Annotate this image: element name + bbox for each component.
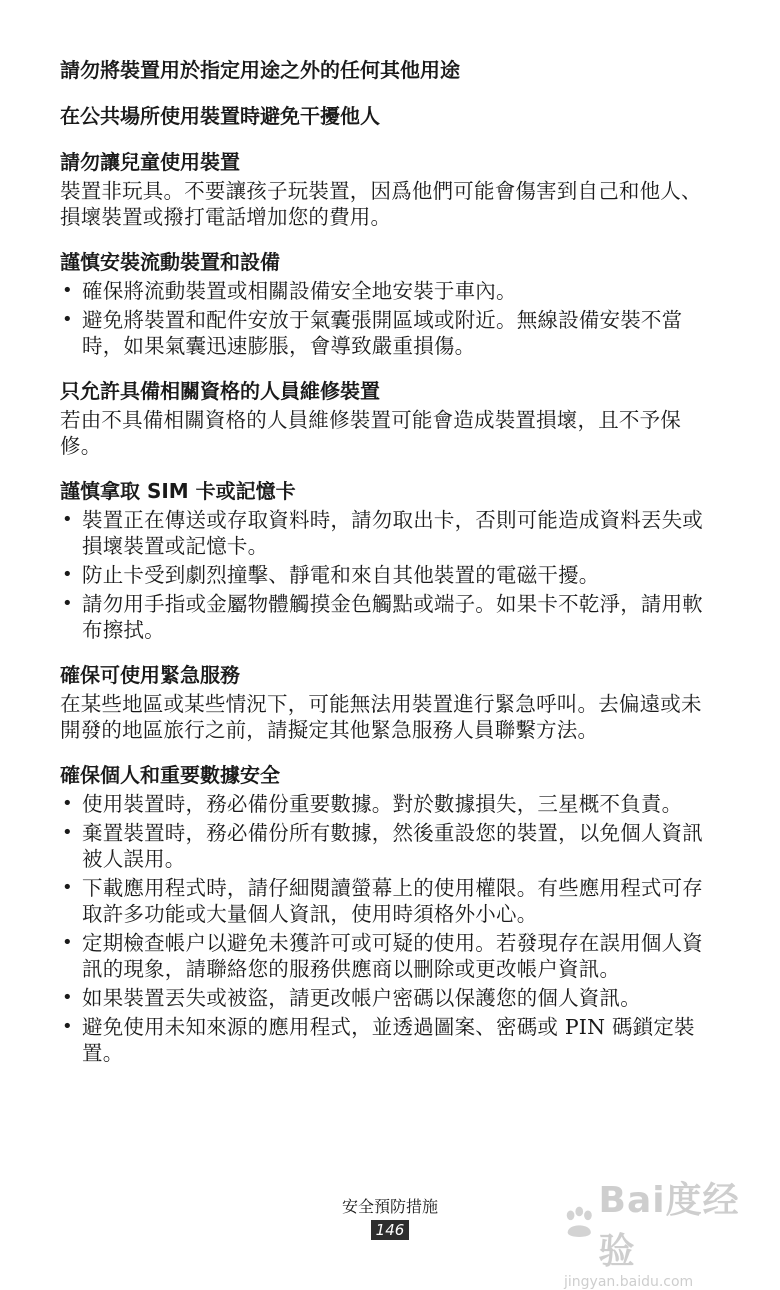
- section-heading: 謹慎拿取 SIM 卡或記憶卡: [60, 479, 296, 503]
- section-paragraph: 在某些地區或某些情況下，可能無法用裝置進行緊急呼叫。去偏遠或未開發的地區旅行之前，請擬定其他緊急服務人員聯繫方法。: [60, 692, 702, 742]
- list-item: • 避免使用未知來源的應用程式，並透過圖案、密碼或 PIN 碼鎖定裝置。: [60, 1014, 720, 1066]
- list-item: • 棄置裝置時，務必備份所有數據，然後重設您的裝置，以免個人資訊被人誤用。: [60, 820, 720, 872]
- list-item: • 確保將流動裝置或相關設備安全地安裝于車內。: [60, 278, 720, 304]
- document-body: [60, 56, 720, 1069]
- section-heading: 請勿將裝置用於指定用途之外的任何其他用途: [60, 58, 460, 82]
- section-heading: 確保個人和重要數據安全: [60, 763, 280, 787]
- footer-title: 安全預防措施: [341, 1197, 438, 1216]
- section-heading: 謹慎安裝流動裝置和設備: [60, 250, 280, 274]
- section-heading: 確保可使用緊急服務: [60, 663, 240, 687]
- list-item: • 避免將裝置和配件安放于氣囊張開區域或附近。無線設備安裝不當時，如果氣囊迅速膨脹，會導致嚴重損傷。: [60, 307, 720, 359]
- paw-icon: [560, 1203, 599, 1243]
- bullet-list: [60, 791, 720, 1066]
- list-item: • 定期檢查帳户以避免未獲許可或可疑的使用。若發現存在誤用個人資訊的現象，請聯絡您的服務供應商以刪除或更改帳户資訊。: [60, 930, 720, 982]
- watermark-url: jingyan.baidu.com: [564, 1274, 694, 1290]
- section-paragraph: 若由不具備相關資格的人員維修裝置可能會造成裝置損壞，且不予保修。: [60, 408, 681, 458]
- list-item: • 防止卡受到劇烈撞擊、靜電和來自其他裝置的電磁干擾。: [60, 562, 720, 588]
- page-number: 146: [371, 1220, 410, 1240]
- list-item: • 使用裝置時，務必備份重要數據。對於數據損失，三星概不負責。: [60, 791, 720, 817]
- list-item: • 如果裝置丟失或被盜，請更改帳户密碼以保護您的個人資訊。: [60, 985, 720, 1011]
- list-item: • 下載應用程式時，請仔細閱讀螢幕上的使用權限。有些應用程式可存取許多功能或大量個人資訊，使用時須格外小心。: [60, 875, 720, 927]
- section-heading: 在公共場所使用裝置時避免干擾他人: [60, 104, 380, 128]
- list-item: • 裝置正在傳送或存取資料時，請勿取出卡，否則可能造成資料丟失或損壞裝置或記憶卡。: [60, 507, 720, 559]
- section-paragraph: 裝置非玩具。不要讓孩子玩裝置，因爲他們可能會傷害到自己和他人、損壞裝置或撥打電話增加您的費用。: [60, 179, 702, 229]
- watermark-logo-text: Bai度经验: [598, 1180, 740, 1272]
- bullet-list: [60, 278, 720, 359]
- bullet-list: [60, 507, 720, 643]
- list-item: • 請勿用手指或金屬物體觸摸金色觸點或端子。如果卡不乾淨，請用軟布擦拭。: [60, 591, 720, 643]
- baidu-watermark: [560, 1172, 770, 1290]
- watermark-logo: [560, 1172, 770, 1274]
- section-heading: 只允許具備相關資格的人員維修裝置: [60, 379, 380, 403]
- section-heading: 請勿讓兒童使用裝置: [60, 150, 240, 174]
